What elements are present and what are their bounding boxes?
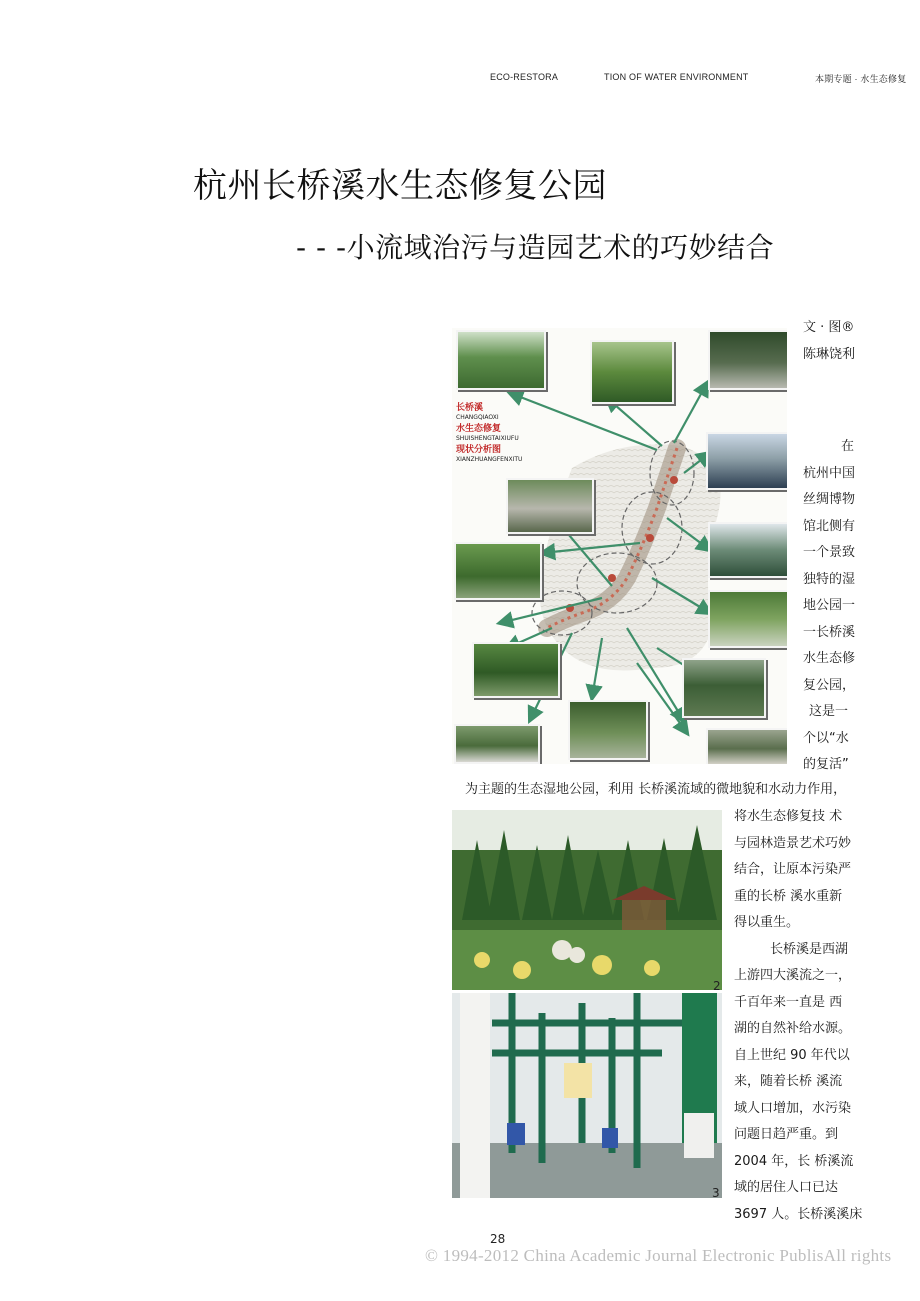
text-line: 馆北侧有 [803, 518, 856, 534]
map-photo-stream-top-right [708, 330, 787, 390]
map-label-line6: XIANZHUANGFENXITU [456, 456, 523, 463]
text-line: 得以重生。 [734, 915, 800, 930]
text-line: 域人口增加，水污染 [734, 1100, 852, 1116]
text-line: 3697 人。长桥溪溪床 [734, 1206, 863, 1222]
copyright-watermark: © 1994-2012 China Academic Journal Electronic PublisAll rights [425, 1246, 892, 1265]
map-label-line5: 现状分析图 [456, 445, 502, 455]
figure-3-number: 3 [712, 1186, 720, 1200]
site-analysis-map-figure [452, 328, 787, 764]
byline-authors: 陈琳饶利 [803, 346, 856, 362]
text-line: 这是一 [809, 704, 849, 719]
text-line: 重的长桥 溪水重新 [734, 888, 843, 904]
text-line: 与园林造景艺术巧妙 [734, 835, 852, 851]
map-photo-wetland-left [454, 542, 542, 600]
text-line: 在 [841, 439, 855, 454]
article-subtitle: - - -小流域治污与造园艺术的巧妙结合 [296, 231, 775, 264]
map-photo-buildings [708, 522, 787, 578]
text-line: 结合，让原本污染严 [734, 862, 852, 877]
map-photo-bottom-left [454, 724, 540, 764]
header-journal-left: ECO-RESTORA [490, 72, 559, 82]
map-label-line4: SHUISHENGTAIXIUFU [456, 435, 519, 442]
byline [803, 315, 855, 368]
text-line: 自上世纪 90 年代以 [734, 1047, 850, 1063]
map-photo-channel [708, 590, 787, 648]
text-line: 上游四大溪流之一， [734, 968, 852, 983]
body-text-full-line: 为主题的生态湿地公园，利用 长桥溪流域的微地貌和水动力作用， [465, 782, 847, 797]
text-line: 独特的湿 [803, 571, 856, 587]
text-line: 域的居住人口已达 [734, 1180, 839, 1195]
text-line: 问题日趋严重。到 [734, 1127, 839, 1142]
text-line: 千百年来一直是 西 [734, 994, 843, 1010]
article-title: 杭州长桥溪水生态修复公园 [193, 166, 607, 206]
body-text-right-column [803, 434, 863, 779]
map-photo-stream-top-left [456, 330, 546, 390]
text-line: 个以“水 [803, 730, 849, 746]
map-photo-bridge [706, 432, 787, 490]
page-number: 28 [490, 1232, 506, 1246]
map-photo-stream-bottom [568, 700, 648, 760]
map-photo-bottom-right [706, 728, 787, 764]
pavilion-park-photo [452, 810, 722, 990]
body-text-lower-column [734, 804, 864, 1228]
text-line: 将水生态修复技 术 [734, 809, 843, 824]
pump-room-photo [452, 993, 722, 1198]
text-line: 的复活” [803, 757, 849, 772]
byline-label: 文 · 图® [803, 320, 855, 335]
text-line: 丝绸博物 [803, 492, 856, 507]
map-photo-garden-top [590, 340, 674, 404]
text-line: 湖的自然补给水源。 [734, 1021, 852, 1036]
map-label-line2: CHANGQIAOXI [456, 414, 499, 421]
header-journal-middle: TION OF WATER ENVIRONMENT [604, 72, 749, 82]
text-line: 杭州中国 [803, 465, 856, 481]
text-line: 一个景致 [803, 545, 856, 560]
text-line: 来，随着长桥 溪流 [734, 1074, 843, 1089]
text-line: 一长桥溪 [803, 624, 856, 640]
text-line: 长桥溪是西湖 [770, 941, 849, 957]
header-section-label: 本期专题 · 水生态修复 [815, 74, 907, 84]
text-line: 地公园一 [803, 598, 856, 613]
text-line: 水生态修 [803, 651, 856, 666]
map-label-line1: 长桥溪 [456, 403, 484, 413]
map-photo-plants [472, 642, 560, 698]
figure-2-number: 2 [713, 979, 721, 993]
text-line: 复公园， [803, 677, 856, 693]
map-photo-weir [506, 478, 594, 534]
map-photo-pavilion-path [682, 658, 766, 718]
map-label-line3: 水生态修复 [456, 424, 502, 434]
text-line: 2004 年，长 桥溪流 [734, 1153, 854, 1169]
